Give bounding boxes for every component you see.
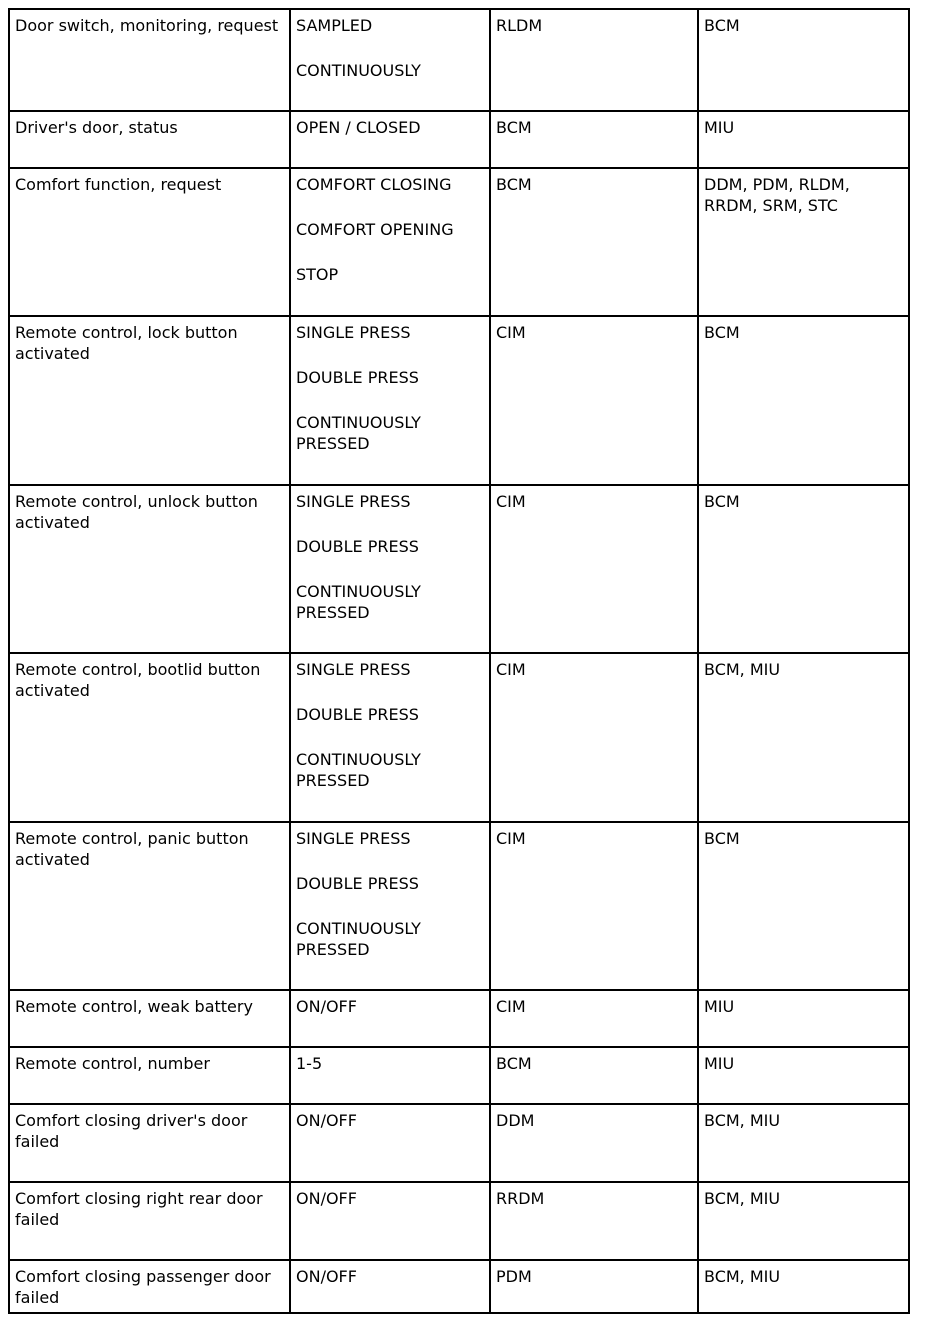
signal-name-cell: Remote control, number xyxy=(9,1047,290,1104)
signal-value: 1-5 xyxy=(296,1054,323,1073)
signal-name-cell: Driver's door, status xyxy=(9,111,290,168)
receiver-cell: MIU xyxy=(698,990,909,1047)
receiver-cell: BCM, MIU xyxy=(698,1260,909,1313)
signal-name-cell: Remote control, lock button activated xyxy=(9,316,290,485)
signal-value: SAMPLED xyxy=(296,16,373,35)
signal-value: COMFORT CLOSING xyxy=(296,175,452,194)
signal-value: ON/OFF xyxy=(296,1111,357,1130)
signal-values-cell xyxy=(290,1260,490,1313)
table-row xyxy=(9,653,909,822)
signal-value: CONTINUOUSLY PRESSED xyxy=(296,582,421,622)
sender-cell: CIM xyxy=(490,653,698,822)
sender-cell: BCM xyxy=(490,111,698,168)
signal-values-cell xyxy=(290,485,490,653)
table-row xyxy=(9,9,909,111)
signal-name-cell: Comfort closing passenger door failed xyxy=(9,1260,290,1313)
signal-value: SINGLE PRESS xyxy=(296,829,411,848)
signal-table xyxy=(8,8,910,1314)
sender-cell: CIM xyxy=(490,316,698,485)
signal-value: DOUBLE PRESS xyxy=(296,874,419,893)
signal-value: ON/OFF xyxy=(296,1189,357,1208)
table-row xyxy=(9,1047,909,1104)
table-row xyxy=(9,1260,909,1313)
signal-values-cell xyxy=(290,990,490,1047)
receiver-cell: BCM xyxy=(698,822,909,990)
table-row xyxy=(9,1182,909,1260)
receiver-cell: BCM xyxy=(698,485,909,653)
table-row xyxy=(9,111,909,168)
signal-value: SINGLE PRESS xyxy=(296,492,411,511)
sender-cell: BCM xyxy=(490,1047,698,1104)
signal-value: SINGLE PRESS xyxy=(296,323,411,342)
table-row xyxy=(9,485,909,653)
receiver-cell: BCM xyxy=(698,316,909,485)
signal-value: SINGLE PRESS xyxy=(296,660,411,679)
signal-values-cell xyxy=(290,1104,490,1182)
table-row xyxy=(9,822,909,990)
sender-cell: DDM xyxy=(490,1104,698,1182)
signal-values-cell xyxy=(290,822,490,990)
table-row xyxy=(9,990,909,1047)
receiver-cell: MIU xyxy=(698,1047,909,1104)
receiver-cell: BCM, MIU xyxy=(698,1182,909,1260)
signal-name-cell: Remote control, panic button activated xyxy=(9,822,290,990)
signal-value: DOUBLE PRESS xyxy=(296,705,419,724)
signal-name-cell: Remote control, bootlid button activated xyxy=(9,653,290,822)
sender-cell: CIM xyxy=(490,822,698,990)
signal-name-cell: Remote control, weak battery xyxy=(9,990,290,1047)
signal-name-cell: Door switch, monitoring, request xyxy=(9,9,290,111)
signal-value: ON/OFF xyxy=(296,1267,357,1286)
sender-cell: RRDM xyxy=(490,1182,698,1260)
signal-name-cell: Remote control, unlock button activated xyxy=(9,485,290,653)
sender-cell: CIM xyxy=(490,485,698,653)
receiver-cell: BCM xyxy=(698,9,909,111)
sender-cell: CIM xyxy=(490,990,698,1047)
signal-value: CONTINUOUSLY PRESSED xyxy=(296,919,421,959)
signal-name-cell: Comfort function, request xyxy=(9,168,290,316)
signal-value: DOUBLE PRESS xyxy=(296,368,419,387)
sender-cell: BCM xyxy=(490,168,698,316)
signal-value: DOUBLE PRESS xyxy=(296,537,419,556)
signal-value: CONTINUOUSLY PRESSED xyxy=(296,413,421,453)
signal-name-cell: Comfort closing right rear door failed xyxy=(9,1182,290,1260)
signal-value: ON/OFF xyxy=(296,997,357,1016)
sender-cell: PDM xyxy=(490,1260,698,1313)
signal-values-cell xyxy=(290,1182,490,1260)
signal-values-cell xyxy=(290,316,490,485)
receiver-cell: BCM, MIU xyxy=(698,653,909,822)
table-row xyxy=(9,168,909,316)
signal-name-cell: Comfort closing driver's door failed xyxy=(9,1104,290,1182)
signal-value: CONTINUOUSLY xyxy=(296,61,421,80)
signal-table-body xyxy=(9,9,909,1313)
signal-values-cell xyxy=(290,1047,490,1104)
signal-value: COMFORT OPENING xyxy=(296,220,454,239)
table-row xyxy=(9,1104,909,1182)
sender-cell: RLDM xyxy=(490,9,698,111)
table-row xyxy=(9,316,909,485)
signal-values-cell xyxy=(290,168,490,316)
signal-values-cell xyxy=(290,111,490,168)
signal-values-cell xyxy=(290,653,490,822)
signal-value: OPEN / CLOSED xyxy=(296,118,421,137)
signal-value: CONTINUOUSLY PRESSED xyxy=(296,750,421,790)
signal-value: STOP xyxy=(296,265,339,284)
receiver-cell: MIU xyxy=(698,111,909,168)
signal-values-cell xyxy=(290,9,490,111)
receiver-cell: BCM, MIU xyxy=(698,1104,909,1182)
receiver-cell: DDM, PDM, RLDM, RRDM, SRM, STC xyxy=(698,168,909,316)
